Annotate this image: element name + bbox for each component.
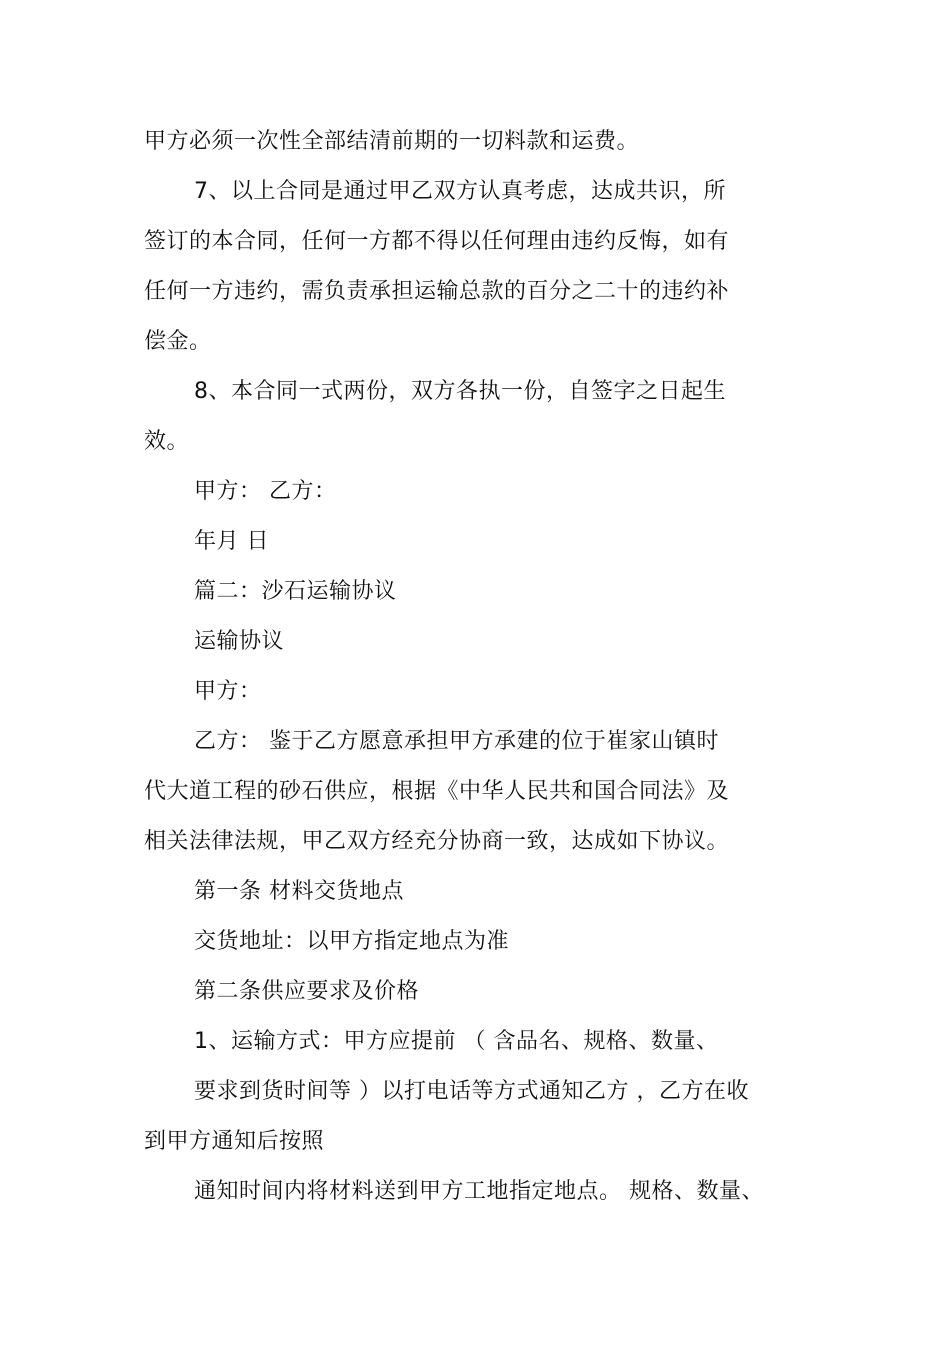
text-line: 效。 [144,429,190,454]
text-line: 7、以上合同是通过甲乙双方认真考虑，达成共识，所 [194,179,726,204]
text-line: 1、运输方式：甲方应提前 （ 含品名、规格、数量、 [194,1029,719,1054]
text-line: 通知时间内将材料送到甲方工地指定地点。 规格、数量、 [194,1179,764,1204]
text-line: 相关法律法规，甲乙双方经充分协商一致，达成如下协议。 [144,829,730,854]
party-b-line: 乙方： 鉴于乙方愿意承担甲方承建的位于崔家山镇时 [194,729,719,754]
text-line: 签订的本合同，任何一方都不得以任何理由违约反悔，如有 [144,229,730,254]
signature-line: 甲方： 乙方： [194,479,337,504]
text-line: 任何一方违约，需负责承担运输总款的百分之二十的违约补 [144,279,730,304]
section-heading: 篇二：沙石运输协议 [194,579,397,604]
text-line: 代大道工程的砂石供应，根据《中华人民共和国合同法》及 [144,779,730,804]
text-line: 偿金。 [144,329,212,354]
text-line: 8、本合同一式两份，双方各执一份，自签字之日起生 [194,379,726,404]
party-a-line: 甲方： [194,679,262,704]
text-line: 要求到货时间等 ）以打电话等方式通知乙方 ，乙方在收 [194,1079,749,1104]
text-line: 到甲方通知后按照 [144,1129,325,1154]
date-line: 年月 日 [194,529,269,554]
text-line: 甲方必须一次性全部结清前期的一切料款和运费。 [144,129,640,154]
document-title: 运输协议 [194,629,285,654]
article-heading: 第二条供应要求及价格 [194,979,420,1004]
article-heading: 第一条 材料交货地点 [194,879,404,904]
text-line: 交货地址：以甲方指定地点为准 [194,929,510,954]
